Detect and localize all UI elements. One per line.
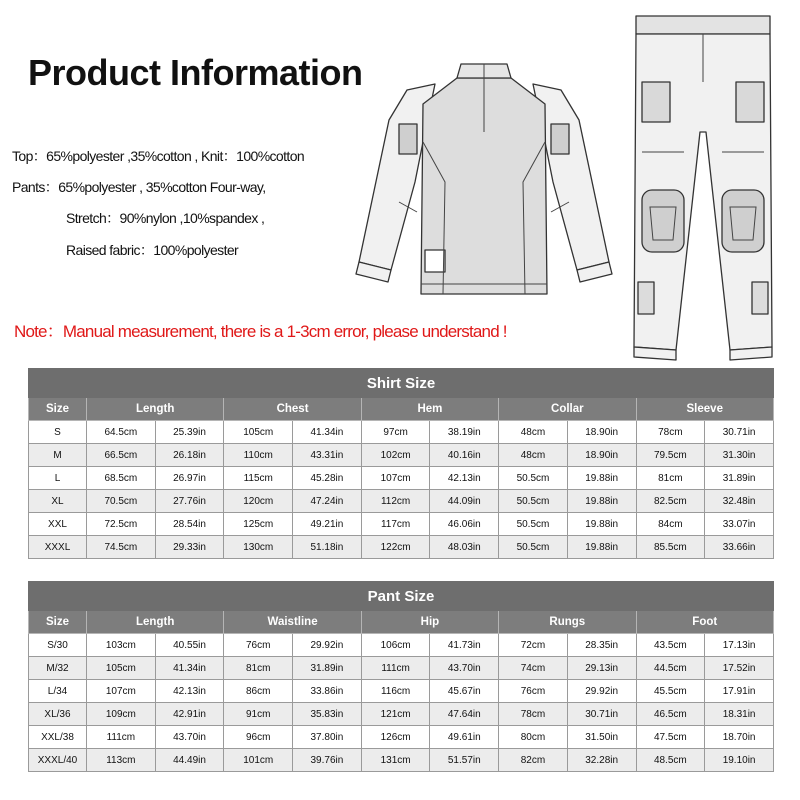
measurement-cell: 50.5cm: [499, 490, 568, 513]
table-row: [29, 726, 774, 749]
measurement-cell: 66.5cm: [87, 444, 156, 467]
column-header: Size: [29, 611, 87, 634]
column-header: Length: [87, 611, 224, 634]
measurement-cell: 42.13in: [430, 467, 499, 490]
measurement-cell: 72cm: [499, 634, 568, 657]
measurement-cell: 43.31in: [293, 444, 362, 467]
measurement-cell: 48cm: [499, 444, 568, 467]
column-header: Rungs: [499, 611, 636, 634]
pant-size-table: [28, 581, 774, 772]
measurement-cell: 51.18in: [293, 536, 362, 559]
measurement-cell: 81cm: [224, 657, 293, 680]
measurement-cell: 30.71in: [567, 703, 636, 726]
spec-raised-fabric: Raised fabric：100%polyester: [66, 242, 239, 258]
measurement-cell: 82cm: [499, 749, 568, 772]
measurement-cell: 33.66in: [705, 536, 774, 559]
measurement-cell: 45.28in: [293, 467, 362, 490]
measurement-cell: 19.10in: [705, 749, 774, 772]
measurement-cell: 70.5cm: [87, 490, 156, 513]
measurement-cell: 29.13in: [567, 657, 636, 680]
measurement-cell: 17.52in: [705, 657, 774, 680]
table-row: [29, 513, 774, 536]
measurement-cell: 82.5cm: [636, 490, 705, 513]
size-cell: XL/36: [29, 703, 87, 726]
size-cell: L: [29, 467, 87, 490]
measurement-cell: 78cm: [499, 703, 568, 726]
measurement-cell: 84cm: [636, 513, 705, 536]
measurement-cell: 18.31in: [705, 703, 774, 726]
spec-top: Top：65%polyester ,35%cotton , Knit：100%cotton: [12, 148, 305, 164]
measurement-cell: 49.61in: [430, 726, 499, 749]
page-title: Product Information: [28, 52, 363, 93]
table-row: [29, 467, 774, 490]
column-header: Size: [29, 398, 87, 421]
measurement-cell: 64.5cm: [87, 421, 156, 444]
measurement-cell: 68.5cm: [87, 467, 156, 490]
measurement-cell: 45.5cm: [636, 680, 705, 703]
table-row: [29, 703, 774, 726]
measurement-note: Note：Manual measurement, there is a 1-3cm error, please understand !: [14, 322, 507, 341]
measurement-cell: 30.71in: [705, 421, 774, 444]
measurement-cell: 33.07in: [705, 513, 774, 536]
measurement-cell: 38.19in: [430, 421, 499, 444]
pants-illustration: [628, 12, 778, 367]
shirt-size-table: [28, 368, 774, 559]
measurement-cell: 105cm: [224, 421, 293, 444]
measurement-cell: 72.5cm: [87, 513, 156, 536]
measurement-cell: 48.03in: [430, 536, 499, 559]
measurement-cell: 31.30in: [705, 444, 774, 467]
measurement-cell: 103cm: [87, 634, 156, 657]
measurement-cell: 85.5cm: [636, 536, 705, 559]
measurement-cell: 41.34in: [155, 657, 224, 680]
measurement-cell: 45.67in: [430, 680, 499, 703]
measurement-cell: 86cm: [224, 680, 293, 703]
measurement-cell: 18.90in: [567, 444, 636, 467]
measurement-cell: 33.86in: [293, 680, 362, 703]
measurement-cell: 107cm: [361, 467, 430, 490]
measurement-cell: 112cm: [361, 490, 430, 513]
measurement-cell: 46.5cm: [636, 703, 705, 726]
measurement-cell: 91cm: [224, 703, 293, 726]
measurement-cell: 47.64in: [430, 703, 499, 726]
measurement-cell: 97cm: [361, 421, 430, 444]
shirt-illustration: [355, 62, 615, 307]
measurement-cell: 27.76in: [155, 490, 224, 513]
measurement-cell: 74.5cm: [87, 536, 156, 559]
measurement-cell: 105cm: [87, 657, 156, 680]
column-header: Sleeve: [636, 398, 774, 421]
measurement-cell: 25.39in: [155, 421, 224, 444]
measurement-cell: 48cm: [499, 421, 568, 444]
measurement-cell: 47.5cm: [636, 726, 705, 749]
measurement-cell: 29.92in: [293, 634, 362, 657]
table-row: [29, 490, 774, 513]
measurement-cell: 81cm: [636, 467, 705, 490]
pant-size-title: Pant Size: [29, 582, 774, 611]
measurement-cell: 43.70in: [155, 726, 224, 749]
measurement-cell: 42.91in: [155, 703, 224, 726]
measurement-cell: 19.88in: [567, 536, 636, 559]
measurement-cell: 96cm: [224, 726, 293, 749]
measurement-cell: 37.80in: [293, 726, 362, 749]
measurement-cell: 78cm: [636, 421, 705, 444]
measurement-cell: 110cm: [224, 444, 293, 467]
measurement-cell: 26.18in: [155, 444, 224, 467]
measurement-cell: 126cm: [361, 726, 430, 749]
column-header: Hip: [361, 611, 498, 634]
measurement-cell: 47.24in: [293, 490, 362, 513]
measurement-cell: 31.50in: [567, 726, 636, 749]
measurement-cell: 35.83in: [293, 703, 362, 726]
measurement-cell: 79.5cm: [636, 444, 705, 467]
measurement-cell: 48.5cm: [636, 749, 705, 772]
column-header: Foot: [636, 611, 774, 634]
table-row: [29, 421, 774, 444]
measurement-cell: 17.13in: [705, 634, 774, 657]
measurement-cell: 49.21in: [293, 513, 362, 536]
measurement-cell: 106cm: [361, 634, 430, 657]
measurement-cell: 39.76in: [293, 749, 362, 772]
column-header: Chest: [224, 398, 361, 421]
measurement-cell: 125cm: [224, 513, 293, 536]
measurement-cell: 109cm: [87, 703, 156, 726]
measurement-cell: 18.90in: [567, 421, 636, 444]
measurement-cell: 32.48in: [705, 490, 774, 513]
measurement-cell: 19.88in: [567, 467, 636, 490]
size-cell: L/34: [29, 680, 87, 703]
shirt-size-title: Shirt Size: [29, 369, 774, 398]
measurement-cell: 42.13in: [155, 680, 224, 703]
size-cell: XXXL/40: [29, 749, 87, 772]
size-cell: XXL: [29, 513, 87, 536]
measurement-cell: 113cm: [87, 749, 156, 772]
size-cell: S: [29, 421, 87, 444]
measurement-cell: 50.5cm: [499, 536, 568, 559]
measurement-cell: 41.34in: [293, 421, 362, 444]
measurement-cell: 44.5cm: [636, 657, 705, 680]
measurement-cell: 28.54in: [155, 513, 224, 536]
size-cell: M/32: [29, 657, 87, 680]
measurement-cell: 130cm: [224, 536, 293, 559]
measurement-cell: 80cm: [499, 726, 568, 749]
size-cell: XXXL: [29, 536, 87, 559]
table-row: [29, 657, 774, 680]
measurement-cell: 115cm: [224, 467, 293, 490]
measurement-cell: 28.35in: [567, 634, 636, 657]
spec-stretch: Stretch：90%nylon ,10%spandex ,: [66, 210, 265, 226]
table-row: [29, 634, 774, 657]
measurement-cell: 117cm: [361, 513, 430, 536]
measurement-cell: 41.73in: [430, 634, 499, 657]
measurement-cell: 121cm: [361, 703, 430, 726]
measurement-cell: 50.5cm: [499, 513, 568, 536]
column-header: Hem: [361, 398, 498, 421]
measurement-cell: 40.16in: [430, 444, 499, 467]
measurement-cell: 43.5cm: [636, 634, 705, 657]
measurement-cell: 44.49in: [155, 749, 224, 772]
measurement-cell: 76cm: [224, 634, 293, 657]
measurement-cell: 131cm: [361, 749, 430, 772]
measurement-cell: 44.09in: [430, 490, 499, 513]
measurement-cell: 107cm: [87, 680, 156, 703]
measurement-cell: 19.88in: [567, 513, 636, 536]
measurement-cell: 31.89in: [293, 657, 362, 680]
measurement-cell: 116cm: [361, 680, 430, 703]
table-row: [29, 536, 774, 559]
measurement-cell: 31.89in: [705, 467, 774, 490]
measurement-cell: 111cm: [361, 657, 430, 680]
measurement-cell: 74cm: [499, 657, 568, 680]
table-row: [29, 680, 774, 703]
measurement-cell: 32.28in: [567, 749, 636, 772]
measurement-cell: 76cm: [499, 680, 568, 703]
size-cell: XXL/38: [29, 726, 87, 749]
spec-pants: Pants：65%polyester , 35%cotton Four-way,: [12, 179, 266, 195]
measurement-cell: 122cm: [361, 536, 430, 559]
column-header: Length: [87, 398, 224, 421]
measurement-cell: 17.91in: [705, 680, 774, 703]
measurement-cell: 18.70in: [705, 726, 774, 749]
size-cell: S/30: [29, 634, 87, 657]
measurement-cell: 19.88in: [567, 490, 636, 513]
column-header: Collar: [499, 398, 636, 421]
measurement-cell: 26.97in: [155, 467, 224, 490]
measurement-cell: 29.92in: [567, 680, 636, 703]
measurement-cell: 29.33in: [155, 536, 224, 559]
size-cell: XL: [29, 490, 87, 513]
measurement-cell: 111cm: [87, 726, 156, 749]
measurement-cell: 120cm: [224, 490, 293, 513]
measurement-cell: 102cm: [361, 444, 430, 467]
measurement-cell: 51.57in: [430, 749, 499, 772]
table-row: [29, 749, 774, 772]
measurement-cell: 46.06in: [430, 513, 499, 536]
measurement-cell: 43.70in: [430, 657, 499, 680]
measurement-cell: 50.5cm: [499, 467, 568, 490]
measurement-cell: 40.55in: [155, 634, 224, 657]
size-cell: M: [29, 444, 87, 467]
table-row: [29, 444, 774, 467]
measurement-cell: 101cm: [224, 749, 293, 772]
column-header: Waistline: [224, 611, 361, 634]
